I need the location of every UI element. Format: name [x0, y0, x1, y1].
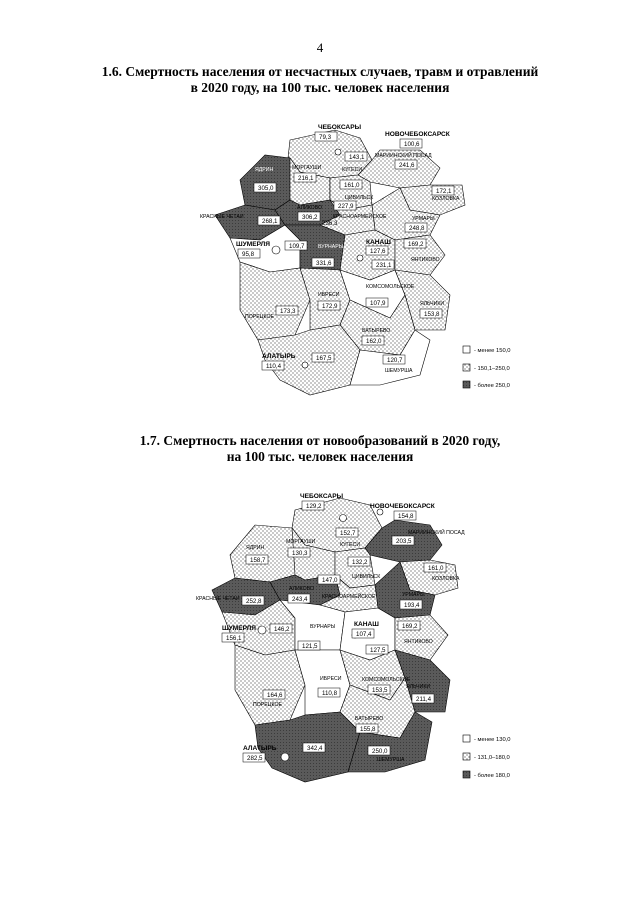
map1-value-172: 172,1	[436, 188, 452, 195]
map2-label-kanash: КАНАШ	[354, 621, 379, 628]
map2-value-shumerlya: 156,1	[226, 635, 242, 642]
map2-value-batyrevo: 155,8	[360, 726, 376, 733]
map2-value-alatyr: 282,5	[247, 755, 263, 762]
map1-title-line1: 1.6. Смертность населения от несчастных случаев, травм и отравлений	[101, 64, 539, 79]
map1-value-shumerlya: 95,8	[242, 251, 255, 258]
map1-legend-high: - более 250,0	[474, 383, 510, 389]
map1-value-ibresi: 172,9	[322, 303, 338, 310]
map2	[196, 493, 511, 782]
map1-value-poretskoe: 173,3	[280, 308, 296, 315]
map1-value-tsivilsk: 227,9	[338, 203, 354, 210]
map1-label-kanash: КАНАШ	[366, 239, 391, 246]
map2-city-marker	[340, 515, 347, 522]
map1-label-komsomolskoe: КОМСОМОЛЬСКОЕ	[366, 284, 415, 290]
map2-value-yalchiki: 211,4	[416, 696, 432, 703]
map2-value-vurnary: 121,5	[302, 643, 318, 650]
map2-label-krasnye-chetai: КРАСНЫЕ ЧЕТАИ	[196, 596, 240, 602]
map2-value-novocheboksarsk: 154,8	[398, 513, 414, 520]
map1-label-poretskoe: ПОРЕЦКОЕ	[245, 314, 274, 320]
map1-legend-swatch-low	[463, 346, 470, 353]
map2-legend-low: - менее 130,0	[474, 737, 511, 743]
map2-value-ibresi: 110,8	[322, 690, 338, 697]
map1-region-poretskoe	[240, 262, 310, 340]
map2-label-ibresi: ИБРЕСИ	[320, 676, 342, 682]
map2-title-line2: на 100 тыс. человек населения	[226, 449, 414, 464]
page-number: 4	[316, 40, 324, 55]
map1-city-marker	[302, 362, 308, 368]
map1-value-231: 231,1	[376, 262, 392, 269]
map2-label-shemursha: ШЕМУРША	[377, 757, 405, 763]
map2-value-krasnye-chetai: 252,8	[246, 598, 262, 605]
map1-label-vurnary: ВУРНАРЫ	[318, 244, 344, 250]
map2-label-tsivilsk: ЦИВИЛЬСК	[352, 574, 381, 580]
map1-label-alatyr: АЛАТЫРЬ	[262, 353, 296, 360]
map2-value-alikovo: 243,4	[292, 596, 308, 603]
map2-legend-high: - более 180,0	[474, 773, 510, 779]
map1-value-109: 109,7	[289, 243, 305, 250]
map2-label-yalchiki: ЯЛЬЧИКИ	[406, 684, 431, 690]
map1-label-batyrevo: БАТЫРЕВО	[362, 328, 391, 334]
map1-label-urmary: УРМАРЫ	[412, 216, 435, 222]
map1-legend-swatch-high	[463, 381, 470, 388]
map1-value-krasnye-chetai: 268,1	[262, 218, 278, 225]
map1-value-cheboksary: 79,3	[319, 134, 332, 141]
map2-legend-swatch-low	[463, 735, 470, 742]
map2-value-morgaushi: 130,3	[292, 550, 308, 557]
map2-legend-mid: - 131,0–180,0	[474, 755, 510, 761]
map2-label-komsomolskoe: КОМСОМОЛЬСКОЕ	[362, 677, 411, 683]
map2-label-vurnary: ВУРНАРЫ	[310, 624, 336, 630]
map1-value-alatyr: 110,4	[266, 363, 282, 370]
map1-label-novocheboksarsk: НОВОЧЕБОКСАРСК	[385, 131, 450, 138]
map1-label-yantikovo: ЯНТИКОВО	[411, 257, 440, 263]
map1-label-krasnoarm: КРАСНОАРМЕЙСКОЕ	[333, 214, 387, 220]
map2-value-161: 161,0	[428, 565, 444, 572]
map2-value-shemursha: 250,0	[372, 748, 388, 755]
map1-value-shemursha: 120,7	[387, 357, 403, 364]
map1-label-cheboksary: ЧЕБОКСАРЫ	[318, 124, 362, 131]
map2-value-127: 127,5	[370, 647, 386, 654]
map2-label-shumerlya: ШУМЕРЛЯ	[222, 625, 256, 632]
map2-value-komsomolskoe: 153,5	[372, 687, 388, 694]
map2-label-alikovo: АЛИКОВО	[289, 586, 315, 592]
map1-value-107: 107,9	[370, 300, 386, 307]
map2-label-alatyr: АЛАТЫРЬ	[243, 745, 277, 752]
map1-label-kugesi: КУГЕСИ	[342, 167, 363, 173]
map2-value-poretskoe: 164,6	[267, 692, 283, 699]
map1-label-alikovo: АЛИКОВО	[297, 205, 323, 211]
map2-value-alatyr-district: 342,4	[307, 745, 323, 752]
map1-value-yalchiki: 153,8	[424, 311, 440, 318]
map2-label-urmary: УРМАРЫ	[402, 592, 425, 598]
map2-label-marposad: МАРИИНСКИЙ ПОСАД	[408, 530, 465, 536]
map2-value-kanash: 107,4	[356, 631, 372, 638]
map2-value-169: 169,2	[402, 623, 418, 630]
map1-value-marposad: 241,6	[399, 162, 415, 169]
map2-label-yantikovo: ЯНТИКОВО	[404, 639, 433, 645]
map2-label-poretskoe: ПОРЕЦКОЕ	[253, 702, 282, 708]
map1-label-marposad: МАРИИНСКИЙ ПОСАД	[375, 153, 432, 159]
map1-label-shumerlya: ШУМЕРЛЯ	[236, 241, 270, 248]
map2-region-poretskoe	[235, 645, 305, 725]
map1-label-shemursha: ШЕМУРША	[385, 368, 413, 374]
map2-label-yadrin: ЯДРИН	[246, 545, 265, 551]
map1-value-krasnoarm: 236,3	[322, 220, 338, 227]
map1-city-marker	[272, 246, 280, 254]
map1-label-morgaushi: МОРГАУШИ	[292, 165, 322, 171]
map2-value-urmary: 193,4	[404, 602, 420, 609]
map1-label-tsivilsk: ЦИВИЛЬСК	[345, 195, 374, 201]
map1-title-line2: в 2020 году, на 100 тыс. человек населения	[190, 80, 450, 95]
map2-city-marker	[281, 753, 289, 761]
map1-value-169: 169,2	[408, 241, 424, 248]
map2-label-cheboksary: ЧЕБОКСАРЫ	[300, 493, 344, 500]
map2-label-novocheboksarsk: НОВОЧЕБОКСАРСК	[370, 503, 435, 510]
map2-value-146: 146,2	[274, 626, 290, 633]
map1-value-kanash: 127,6	[370, 248, 386, 255]
map1-value-alikovo: 306,2	[302, 214, 318, 221]
map2-value-cheb-district: 152,7	[340, 530, 356, 537]
map2-value-yadrin: 158,7	[250, 557, 266, 564]
map1	[200, 124, 511, 395]
map1-city-marker	[335, 149, 341, 155]
map1-value-alatyr-district: 167,5	[316, 355, 332, 362]
map1-value-yadrin: 305,0	[258, 185, 274, 192]
map2-title-line1: 1.7. Смертность населения от новообразований в 2020 году,	[139, 433, 501, 448]
map1-label-ibresi: ИБРЕСИ	[318, 292, 340, 298]
map1-label-yalchiki: ЯЛЬЧИКИ	[420, 301, 445, 307]
map1-value-morgaushi: 216,1	[298, 175, 314, 182]
map1-value-vurnary: 331,6	[316, 260, 332, 267]
map2-value-132: 132,2	[352, 559, 368, 566]
map1-legend-mid: - 150,1–250,0	[474, 366, 510, 372]
map2-label-kozlovka: КОЗЛОВКА	[432, 576, 460, 582]
map2-label-kugesi: КУГЕСИ	[340, 542, 361, 548]
map2-label-morgaushi: МОРГАУШИ	[286, 539, 316, 545]
map2-value-cheboksary: 129,2	[306, 503, 322, 510]
map1-label-kozlovka: КОЗЛОВКА	[432, 196, 460, 202]
map1-value-urmary: 248,8	[409, 225, 425, 232]
map1-city-marker	[357, 255, 363, 261]
map1-value-novocheboksarsk: 100,6	[404, 141, 420, 148]
map1-legend-swatch-mid	[463, 364, 470, 371]
map2-legend-swatch-high	[463, 771, 470, 778]
map2-label-krasnoarm: КРАСНОАРМЕЙСКОЕ	[322, 594, 376, 600]
map2-value-marposad: 203,5	[396, 538, 412, 545]
map2-legend-swatch-mid	[463, 753, 470, 760]
map2-label-batyrevo: БАТЫРЕВО	[355, 716, 384, 722]
map1-legend-low: - менее 150,0	[474, 348, 511, 354]
map1-value-cheb-district: 143,1	[349, 154, 365, 161]
map1-label-yadrin: ЯДРИН	[255, 167, 274, 173]
map1-value-batyrevo: 162,0	[366, 338, 382, 345]
map2-city-marker	[258, 626, 266, 634]
map2-value-tsivilsk: 147,0	[322, 577, 338, 584]
map1-label-krasnye-chetai: КРАСНЫЕ ЧЕТАИ	[200, 214, 244, 220]
map1-value-161: 161,0	[344, 182, 360, 189]
